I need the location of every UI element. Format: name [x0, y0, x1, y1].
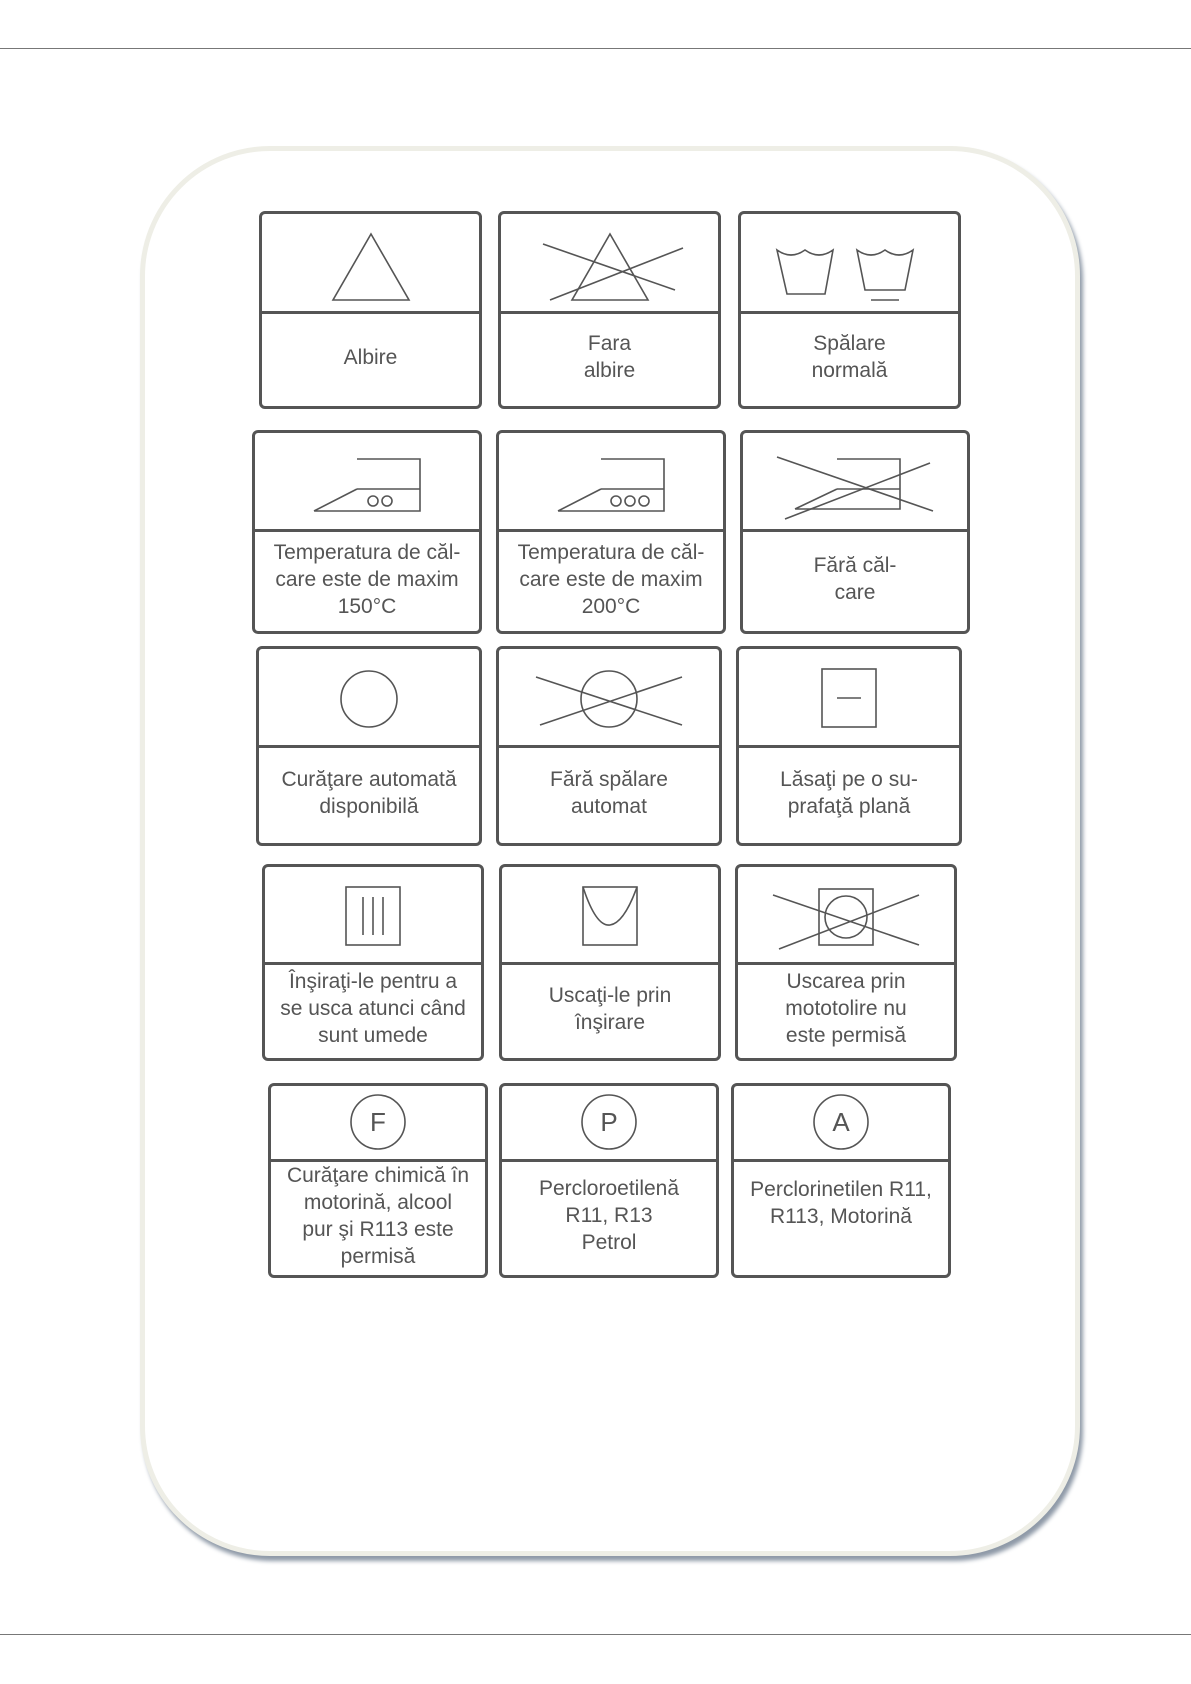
svg-text:P: P [600, 1107, 618, 1137]
symbol-label: Curăţare chimică în motorină, alcool pur şi R113 este permisă [286, 1163, 470, 1268]
symbol-bleach [259, 211, 482, 409]
footer-rule [0, 1634, 1191, 1635]
symbol-line-dry [499, 864, 721, 1061]
symbol-label: Uscaţi-le prin înşirare [548, 983, 672, 1034]
drip-dry-icon [333, 873, 413, 953]
iron-two-dots-icon [312, 439, 422, 519]
crossed-circle-icon [534, 655, 684, 735]
symbol-no-tumble-dry [735, 864, 957, 1061]
symbol-label: Lăsaţi pe o su- prafaţă plană [780, 768, 918, 818]
symbol-label: Fără spălare automat [550, 768, 668, 818]
symbol-dry-flat [736, 646, 962, 846]
svg-text:F: F [370, 1107, 386, 1137]
circle-a-icon [811, 1092, 871, 1152]
circle-icon [329, 655, 409, 735]
flat-dry-icon [809, 655, 889, 735]
symbol-iron-150 [252, 430, 482, 634]
symbol-label: Spălare normală [811, 332, 888, 382]
symbol-label: Curăţare automată disponibilă [281, 768, 457, 818]
symbol-dry-clean-a [731, 1083, 951, 1278]
symbol-no-ironing [740, 430, 970, 634]
symbol-iron-200 [496, 430, 726, 634]
symbol-normal-wash [738, 211, 961, 409]
symbol-dry-clean-p [499, 1083, 719, 1278]
header-rule [0, 48, 1191, 49]
symbol-no-bleach [498, 211, 721, 409]
symbol-label: Fără căl- care [813, 554, 897, 604]
symbol-label: Albire [343, 345, 398, 369]
symbol-label: Fara albire [583, 332, 636, 382]
iron-three-dots-icon [556, 439, 666, 519]
symbol-label: Uscarea prin mototolire nu este permisă [785, 970, 907, 1047]
symbol-dry-clean [256, 646, 482, 846]
wash-tub-icon [775, 220, 925, 300]
symbol-label: Înşiraţi-le pentru a se usca atunci când sunt umede [280, 970, 466, 1047]
symbol-drip-dry [262, 864, 484, 1061]
svg-text:A: A [832, 1107, 850, 1137]
symbol-label: Temperatura de căl- care este de maxim 200°C [517, 540, 705, 618]
circle-f-icon [348, 1092, 408, 1152]
crossed-iron-icon [775, 439, 935, 519]
crossed-triangle-icon [535, 220, 685, 300]
symbol-label: Percloroetilenă R11, R13 Petrol [538, 1177, 680, 1254]
crossed-tumble-dry-icon [771, 873, 921, 953]
symbol-no-auto-wash [496, 646, 722, 846]
symbol-label: Perclorinetilen R11, R113, Motorină [750, 1178, 932, 1228]
circle-p-icon [579, 1092, 639, 1152]
line-dry-icon [570, 873, 650, 953]
triangle-icon [331, 220, 411, 300]
symbol-dry-clean-f [268, 1083, 488, 1278]
symbol-label: Temperatura de căl- care este de maxim 150°C [273, 540, 461, 618]
